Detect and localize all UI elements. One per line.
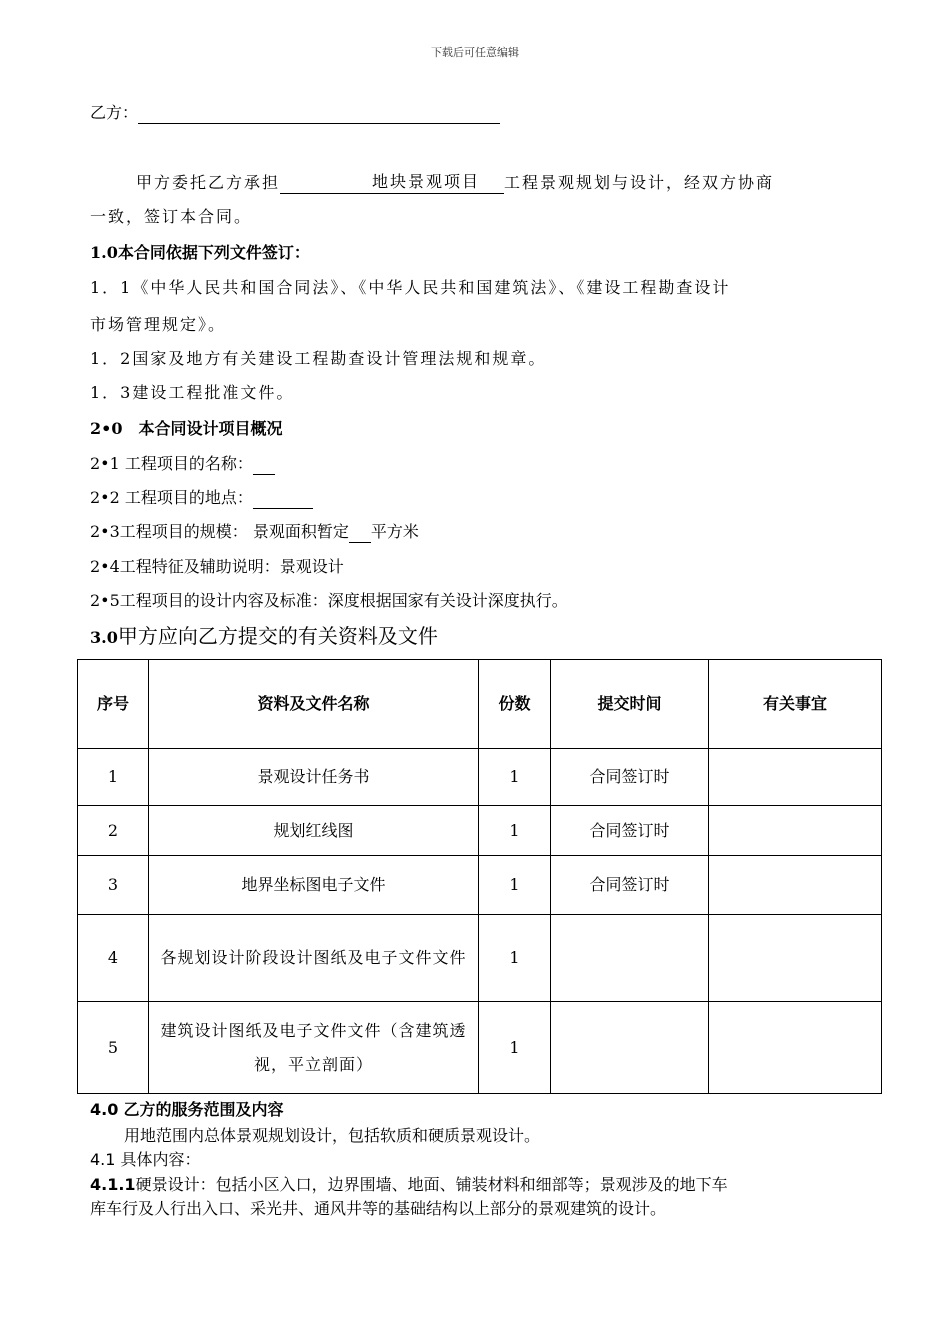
section4-item-number: 4.1.1 (90, 1175, 136, 1194)
header-name: 资料及文件名称 (149, 660, 479, 749)
cell-notes (709, 915, 882, 1002)
cell-time: 合同签订时 (551, 806, 709, 856)
table-row (78, 1002, 882, 1094)
table-row (78, 749, 882, 806)
area-blank (349, 526, 371, 543)
table-row (78, 856, 882, 915)
section2-item2 (90, 487, 313, 509)
cell-copies: 1 (479, 806, 551, 856)
project-name-blank (253, 458, 275, 475)
intro-line-2: 一致，签订本合同。 (90, 207, 253, 226)
section1-item2: 1．2国家及地方有关建设工程勘查设计管理法规和规章。 (90, 349, 547, 368)
section2-item1-text: 2•1 工程项目的名称： (90, 454, 253, 473)
cell-name: 建筑设计图纸及电子文件文件（含建筑透视，平立剖面） (149, 1002, 479, 1094)
section4-title (90, 1099, 283, 1121)
section2-item3-unit: 平方米 (370, 522, 419, 541)
section2-item3 (90, 521, 419, 543)
documents-table (77, 659, 882, 1094)
table-header-row (78, 660, 882, 749)
cell-no: 4 (78, 915, 149, 1002)
section4-item-line1 (90, 1174, 728, 1196)
project-name: 地块景观项目 (372, 171, 504, 194)
cell-name: 地界坐标图电子文件 (149, 856, 479, 915)
party-b-blank (138, 105, 500, 124)
section1-item1-line1: 1．1《中华人民共和国合同法》、《中华人民共和国建筑法》、《建设工程勘查设计 (90, 278, 731, 297)
section2-item1 (90, 453, 275, 475)
project-location-blank (253, 492, 313, 509)
header-notes: 有关事宜 (709, 660, 882, 749)
cell-copies: 1 (479, 915, 551, 1002)
cell-name: 景观设计任务书 (149, 749, 479, 806)
table-row (78, 806, 882, 856)
cell-time: 合同签订时 (551, 856, 709, 915)
section2-item4: 2•4工程特征及辅助说明：景观设计 (90, 557, 344, 576)
section4-item-text: 硬景设计：包括小区入口，边界围墙、地面、铺装材料和细部等；景观涉及的地下车 (135, 1175, 728, 1194)
header-no: 序号 (78, 660, 149, 749)
cell-no: 3 (78, 856, 149, 915)
section1-title: 1.0本合同依据下列文件签订： (90, 243, 310, 262)
intro-text-1: 甲方委托乙方承担 (136, 173, 281, 192)
intro-blank (280, 175, 372, 194)
section4-sub-title: 具体内容： (120, 1150, 201, 1169)
section3-title (90, 623, 438, 651)
section3-number: 3.0 (90, 628, 118, 647)
section4-title-text: 乙方的服务范围及内容 (123, 1100, 284, 1119)
section2-item2-text: 2•2 工程项目的地点： (90, 488, 253, 507)
page-header: 下载后可任意编辑 (431, 46, 519, 59)
section3-title-text: 甲方应向乙方提交的有关资料及文件 (117, 624, 438, 648)
section4-item-line2: 库车行及人行出入口、采光井、通风井等的基础结构以上部分的景观建筑的设计。 (90, 1199, 667, 1218)
cell-time (551, 1002, 709, 1094)
section4-number: 4.0 (90, 1100, 119, 1119)
section4-sub (90, 1149, 201, 1171)
header-time: 提交时间 (551, 660, 709, 749)
cell-copies: 1 (479, 856, 551, 915)
section1-item1-line2: 市场管理规定》。 (90, 315, 227, 334)
intro-line-1 (136, 171, 774, 194)
cell-notes (709, 856, 882, 915)
table-row (78, 915, 882, 1002)
cell-notes (709, 806, 882, 856)
cell-no: 2 (78, 806, 149, 856)
section1-item3: 1．3建设工程批准文件。 (90, 383, 295, 402)
cell-name: 各规划设计阶段设计图纸及电子文件文件 (149, 915, 479, 1002)
cell-time: 合同签订时 (551, 749, 709, 806)
cell-notes (709, 749, 882, 806)
intro-text-2: 工程景观规划与设计，经双方协商 (504, 173, 775, 192)
cell-copies: 1 (479, 749, 551, 806)
party-b-label: 乙方： (90, 103, 139, 122)
section2-item3-text: 2•3工程项目的规模： 景观面积暂定 (90, 522, 349, 541)
cell-notes (709, 1002, 882, 1094)
section4-intro: 用地范围内总体景观规划设计，包括软质和硬质景观设计。 (124, 1126, 541, 1145)
header-copies: 份数 (479, 660, 551, 749)
cell-no: 1 (78, 749, 149, 806)
section2-item5: 2•5工程项目的设计内容及标准：深度根据国家有关设计深度执行。 (90, 591, 568, 610)
cell-no: 5 (78, 1002, 149, 1094)
section4-sub-number: 4.1 (90, 1150, 116, 1169)
section2-title: 2•0 本合同设计项目概况 (90, 419, 283, 438)
cell-name: 规划红线图 (149, 806, 479, 856)
party-b-line (90, 102, 500, 124)
cell-copies: 1 (479, 1002, 551, 1094)
cell-time (551, 915, 709, 1002)
